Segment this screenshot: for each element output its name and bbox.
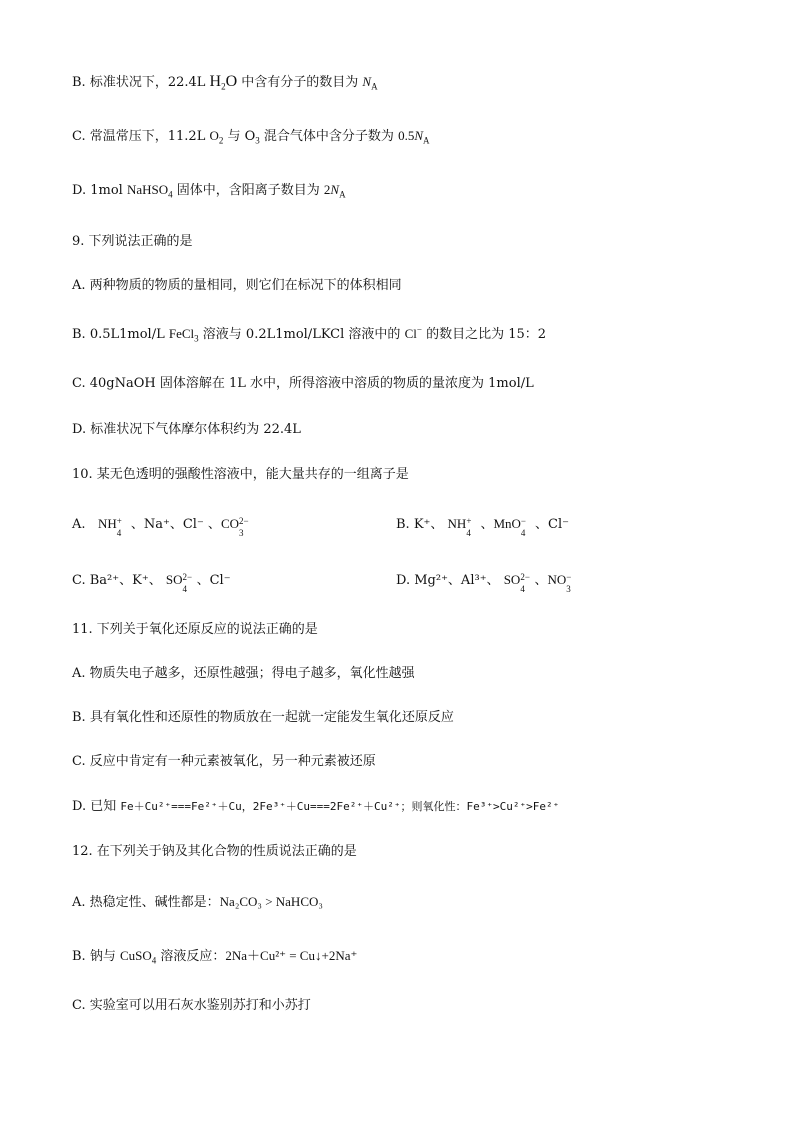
q10-option-a: [72, 514, 249, 538]
ion-charge: 2− 4: [182, 572, 193, 594]
option-text: 、: [476, 517, 494, 532]
option-text: B. 钠与: [72, 949, 120, 964]
subscript: A: [371, 81, 378, 92]
q9-option-a: A. 两种物质的物质的量相同，则它们在标况下的体积相同: [72, 278, 402, 293]
option-text: D. 已知: [72, 799, 121, 814]
option-text: 溶液与 0.2L1mol/LKCl 溶液中的: [198, 327, 405, 342]
ion-charge: + 4: [466, 516, 472, 538]
option-text: B. K⁺、: [396, 517, 448, 532]
option-text: 的数目之比为 15：2: [421, 327, 547, 342]
q9-option-c: C. 40gNaOH 固体溶解在 1L 水中，所得溶液中溶质的物质的量浓度为 1mol/L: [72, 376, 534, 391]
q8-option-c: [72, 126, 429, 147]
q11-option-c: C. 反应中肯定有一种元素被氧化，另一种元素被还原: [72, 754, 376, 769]
q12-option-c: C. 实验室可以用石灰水鉴别苏打和小苏打: [72, 998, 311, 1013]
subscript: 4: [168, 189, 173, 200]
q11-stem: 11. 下列关于氧化还原反应的说法正确的是: [72, 622, 318, 637]
q10-option-d: [396, 570, 576, 594]
formula: CuSO: [119, 948, 152, 963]
equation: Na₂CO₃ > NaHCO₃: [219, 894, 323, 909]
subscript: 2: [218, 135, 224, 146]
q10-stem: 10. 某无色透明的强酸性溶液中，能大量共存的一组离子是: [72, 467, 409, 482]
formula: MnO: [493, 516, 521, 531]
option-text: 与 O: [223, 129, 256, 144]
option-text: 溶液反应：: [156, 949, 226, 964]
ion-charge: 2− 4: [520, 572, 530, 594]
q12-stem: 12. 在下列关于钠及其化合物的性质说法正确的是: [72, 844, 357, 859]
value: 2: [323, 182, 331, 197]
ion-charge: 2− 3: [239, 516, 249, 538]
q10-option-c: [72, 570, 231, 594]
formula: H: [209, 73, 222, 90]
subscript: 3: [255, 135, 260, 146]
symbol-n: N: [362, 74, 372, 89]
formula: NO: [547, 572, 567, 587]
formula: FeCl: [168, 326, 195, 341]
formula: NH: [97, 516, 117, 531]
option-text: D. Mg²⁺、Al³⁺、: [396, 573, 504, 588]
option-text: C. 常温常压下，11.2L: [72, 129, 210, 144]
q11-option-a: A. 物质失电子越多，还原性越强；得电子越多，氧化性越强: [72, 666, 415, 681]
formula: NH: [447, 516, 467, 531]
option-text: 中含有分子的数目为: [237, 75, 363, 90]
option-text: C. Ba²⁺、K⁺、: [72, 573, 166, 588]
subscript: A: [422, 135, 430, 146]
q12-option-b: [72, 946, 357, 967]
q8-option-b: [72, 72, 378, 93]
equation: 2Na＋Cu²⁺ = Cu↓+2Na⁺: [225, 948, 358, 963]
formula: SO: [165, 572, 183, 587]
subscript: 4: [151, 955, 157, 966]
value: 0.5: [398, 128, 415, 143]
formula: SO: [503, 572, 521, 587]
symbol-n: N: [330, 182, 340, 197]
ion-charge: + 4: [116, 516, 122, 538]
q12-option-a: [72, 892, 323, 913]
formula: Cl: [404, 326, 417, 341]
formula: O: [225, 73, 238, 90]
symbol-n: N: [414, 128, 423, 143]
option-text: 、Cl⁻: [530, 517, 570, 532]
option-text: D. 1mol: [72, 183, 127, 198]
q11-option-d: [72, 797, 559, 817]
equation: Fe＋Cu²⁺===Fe²⁺＋Cu，2Fe³⁺＋Cu===2Fe²⁺＋Cu²⁺；则氧化性：Fe³⁺>Cu²⁺>Fe²⁺: [120, 800, 560, 813]
subscript: 3: [194, 333, 199, 344]
option-text: 、Na⁺、Cl⁻ 、: [126, 517, 221, 532]
formula: CO: [220, 516, 239, 531]
q10-option-b: [396, 514, 570, 538]
option-text: A. 热稳定性、碱性都是：: [72, 895, 220, 910]
subscript: 2: [221, 81, 226, 92]
ion-charge: − 4: [520, 516, 526, 538]
option-label: A.: [72, 517, 86, 532]
option-text: B. 0.5L1mol/L: [72, 327, 169, 342]
ion-charge: − 3: [566, 572, 572, 594]
q9-option-d: D. 标准状况下气体摩尔体积约为 22.4L: [72, 422, 301, 437]
subscript: A: [339, 189, 346, 200]
formula: O: [209, 128, 219, 143]
option-text: 、Cl⁻: [192, 573, 231, 588]
q9-option-b: [72, 324, 546, 345]
formula: NaHSO: [126, 182, 169, 197]
q9-stem: 9. 下列说法正确的是: [72, 234, 193, 249]
superscript: −: [416, 324, 422, 335]
q11-option-b: B. 具有氧化性和还原性的物质放在一起就一定能发生氧化还原反应: [72, 710, 454, 725]
option-text: 混合气体中含分子数为: [259, 129, 399, 144]
option-text: 、: [530, 573, 548, 588]
option-text: 固体中，含阳离子数目为: [172, 183, 324, 198]
option-text: B. 标准状况下，22.4L: [72, 75, 210, 90]
q8-option-d: [72, 180, 346, 201]
